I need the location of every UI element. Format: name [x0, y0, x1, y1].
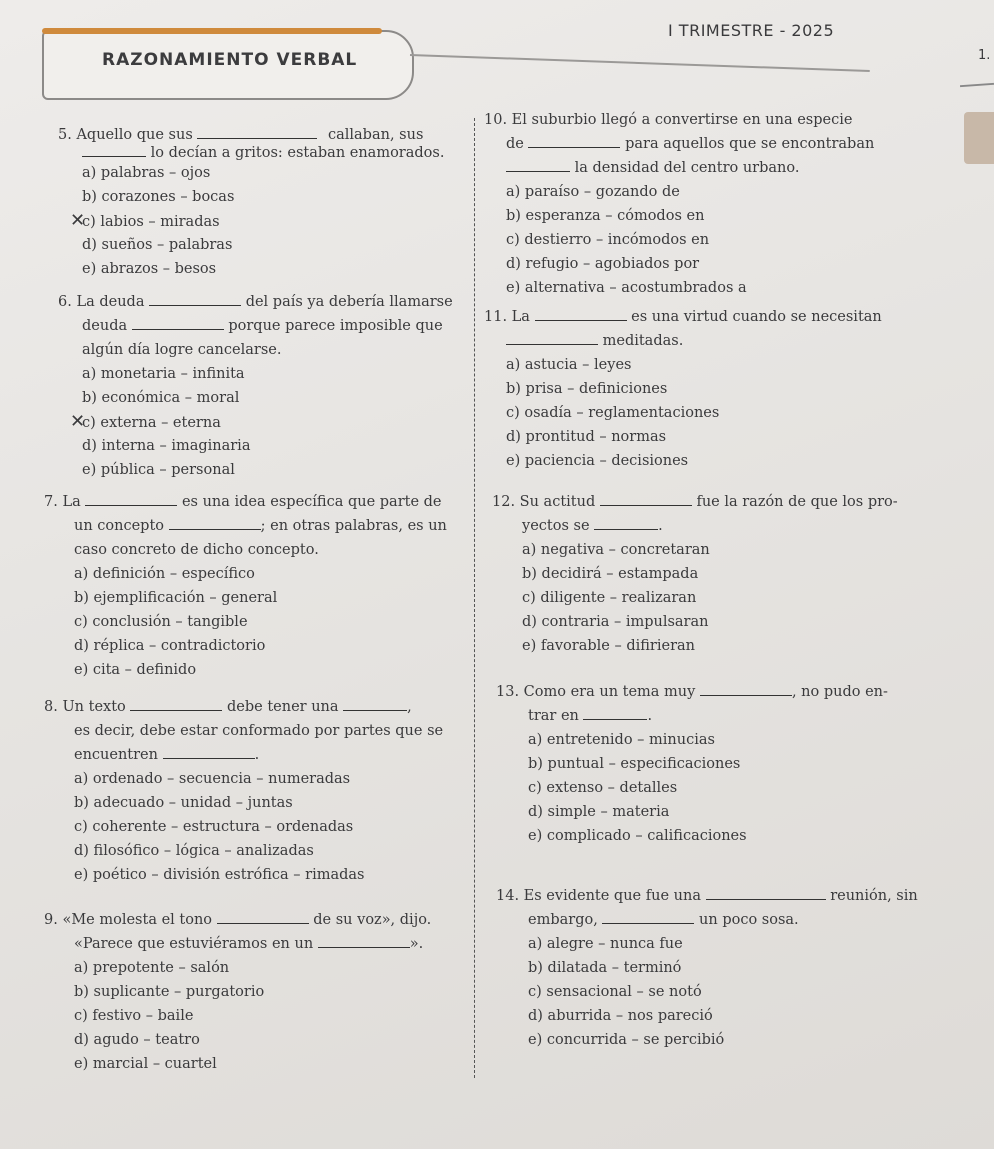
option-a[interactable]: a) ordenado – secuencia – numeradas	[74, 771, 351, 787]
option-e[interactable]: e) cita – definido	[74, 662, 197, 678]
option-d[interactable]: d) contraria – impulsaran	[522, 614, 709, 630]
stem-text: yectos se	[522, 518, 590, 534]
option-b[interactable]: b) suplicante – purgatorio	[74, 984, 265, 1000]
option-c[interactable]: c) sensacional – se notó	[528, 984, 702, 1000]
stem-text: de	[506, 136, 524, 152]
stem-text: algún día logre cancelarse.	[82, 342, 282, 358]
option-e[interactable]: e) pública – personal	[82, 462, 235, 478]
question-stem	[496, 884, 918, 932]
options-list	[492, 538, 898, 658]
option-d[interactable]: d) prontitud – normas	[506, 429, 667, 445]
options-list	[44, 767, 443, 887]
check-mark-icon: ✕	[70, 210, 86, 231]
question-stem	[58, 123, 444, 165]
stem-text: debe tener una	[226, 699, 339, 715]
answer-blank[interactable]	[85, 491, 177, 506]
options-list	[496, 728, 888, 848]
stem-text: La	[511, 309, 530, 325]
option-e[interactable]: e) concurrida – se percibió	[528, 1032, 725, 1048]
stem-text: .	[254, 747, 260, 763]
section-title: RAZONAMIENTO VERBAL	[102, 50, 358, 70]
option-b[interactable]: b) ejemplificación – general	[74, 590, 278, 606]
option-c[interactable]: c) festivo – baile	[74, 1008, 194, 1024]
question-number: 8.	[44, 699, 58, 715]
question-stem	[44, 490, 447, 562]
option-b[interactable]: b) corazones – bocas	[82, 189, 235, 205]
answer-blank[interactable]	[149, 291, 241, 306]
stem-text: trar en	[528, 708, 579, 724]
question-8	[44, 695, 443, 887]
answer-blank[interactable]	[343, 696, 407, 711]
stem-text: Como era un tema muy	[523, 684, 696, 700]
option-a[interactable]: a) palabras – ojos	[82, 165, 211, 181]
stem-text: Un texto	[62, 699, 126, 715]
option-d[interactable]: d) refugio – agobiados por	[506, 256, 700, 272]
options-list	[484, 180, 874, 300]
stem-text: callaban, sus	[328, 127, 424, 143]
answer-blank[interactable]	[528, 133, 620, 148]
option-b[interactable]: b) económica – moral	[82, 390, 240, 406]
stem-text: la densidad del centro urbano.	[574, 160, 800, 176]
stem-text: encuentren	[74, 747, 158, 763]
option-a[interactable]: a) alegre – nunca fue	[528, 936, 683, 952]
answer-blank[interactable]	[535, 306, 627, 321]
stem-text: un concepto	[74, 518, 165, 534]
trimester-label: I TRIMESTRE - 2025	[668, 21, 835, 40]
answer-blank[interactable]	[506, 157, 570, 172]
stem-text: fue la razón de que los pro-	[696, 494, 898, 510]
stem-text: caso concreto de dicho concepto.	[74, 542, 319, 558]
question-13	[496, 680, 888, 848]
question-stem	[44, 695, 443, 767]
check-mark-icon: ✕	[70, 411, 86, 432]
answer-blank[interactable]	[217, 909, 309, 924]
option-d[interactable]: d) réplica – contradictorio	[74, 638, 266, 654]
option-b[interactable]: b) decidirá – estampada	[522, 566, 699, 582]
stem-text: .	[658, 518, 663, 534]
option-a[interactable]: a) astucia – leyes	[506, 357, 632, 373]
stem-text: reunión, sin	[830, 888, 918, 904]
answer-blank[interactable]	[583, 705, 647, 720]
stem-text: del país ya debería llamarse	[245, 294, 453, 310]
stem-text: «Me molesta el tono	[62, 912, 213, 928]
stem-text: porque parece imposible que	[228, 318, 443, 334]
edge-rule	[960, 83, 994, 87]
stem-text: Es evidente que fue una	[523, 888, 701, 904]
stem-text: lo decían a gritos: estaban enamorados.	[150, 145, 445, 161]
question-6	[58, 290, 453, 482]
edge-tab	[964, 112, 994, 164]
option-e[interactable]: e) complicado – calificaciones	[528, 828, 747, 844]
options-list	[44, 956, 431, 1076]
options-list	[58, 362, 453, 482]
option-a[interactable]: a) entretenido – minucias	[528, 732, 715, 748]
option-e[interactable]: e) poético – división estrófica – rimadas	[74, 867, 365, 883]
question-5	[58, 123, 444, 281]
question-number: 6.	[58, 294, 72, 310]
option-d[interactable]: d) agudo – teatro	[74, 1032, 200, 1048]
option-d[interactable]: d) simple – materia	[528, 804, 670, 820]
question-14	[496, 884, 918, 1052]
stem-text: deuda	[82, 318, 128, 334]
option-a[interactable]: a) definición – específico	[74, 566, 255, 582]
option-d[interactable]: d) aburrida – nos pareció	[528, 1008, 713, 1024]
option-c[interactable]: c) diligente – realizaran	[522, 590, 697, 606]
column-divider	[474, 118, 475, 1078]
answer-blank[interactable]	[602, 909, 694, 924]
option-c[interactable]: c) coherente – estructura – ordenadas	[74, 819, 354, 835]
stem-text: es una idea específica que parte de	[181, 494, 442, 510]
option-b[interactable]: b) dilatada – terminó	[528, 960, 682, 976]
answer-blank[interactable]	[163, 744, 255, 759]
question-number: 10.	[484, 112, 508, 128]
answer-blank[interactable]	[197, 124, 317, 139]
option-c[interactable]: c) destierro – incómodos en	[506, 232, 710, 248]
stem-text: es una virtud cuando se necesitan	[631, 309, 882, 325]
option-c[interactable]: ✕c) labios – miradas	[70, 210, 220, 231]
stem-text: Aquello que sus	[76, 127, 193, 143]
stem-text: La deuda	[76, 294, 145, 310]
question-stem	[496, 680, 888, 728]
question-number: 13.	[496, 684, 520, 700]
options-list	[44, 562, 447, 682]
option-d[interactable]: d) filosófico – lógica – analizadas	[74, 843, 314, 859]
options-list	[484, 353, 882, 473]
option-d[interactable]: d) interna – imaginaria	[82, 438, 251, 454]
question-number: 5.	[58, 127, 72, 143]
question-number: 12.	[492, 494, 516, 510]
stem-text: Su actitud	[519, 494, 596, 510]
option-e[interactable]: e) alternativa – acostumbrados a	[506, 280, 747, 296]
stem-text: ,	[407, 699, 412, 715]
question-stem	[492, 490, 898, 538]
option-c[interactable]: c) osadía – reglamentaciones	[506, 405, 720, 421]
answer-blank[interactable]	[594, 515, 658, 530]
option-a[interactable]: a) negativa – concretaran	[522, 542, 710, 558]
option-c[interactable]: ✕c) externa – eterna	[70, 411, 221, 432]
option-b[interactable]: b) puntual – especificaciones	[528, 756, 741, 772]
question-7	[44, 490, 447, 682]
question-number: 9.	[44, 912, 58, 928]
answer-blank[interactable]	[130, 696, 222, 711]
option-a[interactable]: a) paraíso – gozando de	[506, 184, 680, 200]
stem-text: ; en otras palabras, es un	[260, 518, 447, 534]
option-b[interactable]: b) prisa – definiciones	[506, 381, 668, 397]
option-a[interactable]: a) monetaria – infinita	[82, 366, 245, 382]
question-11	[484, 305, 882, 473]
answer-blank[interactable]	[700, 681, 792, 696]
header-rule	[410, 54, 870, 72]
option-e[interactable]: e) marcial – cuartel	[74, 1056, 217, 1072]
answer-blank[interactable]	[706, 885, 826, 900]
question-10	[484, 108, 874, 300]
stem-text: ».	[409, 936, 424, 952]
stem-text: de su voz», dijo.	[313, 912, 432, 928]
stem-text: La	[62, 494, 81, 510]
stem-text: El suburbio llegó a convertirse en una especie	[511, 112, 853, 128]
option-e[interactable]: e) paciencia – decisiones	[506, 453, 689, 469]
stem-text: es decir, debe estar conformado por partes que se	[74, 723, 444, 739]
answer-blank[interactable]	[82, 142, 146, 157]
answer-blank[interactable]	[132, 315, 224, 330]
question-number: 7.	[44, 494, 58, 510]
option-c[interactable]: c) conclusión – tangible	[74, 614, 248, 630]
stem-text: «Parece que estuviéramos en un	[74, 936, 314, 952]
option-a[interactable]: a) prepotente – salón	[74, 960, 230, 976]
answer-blank[interactable]	[506, 330, 598, 345]
option-b[interactable]: b) adecuado – unidad – juntas	[74, 795, 293, 811]
option-e[interactable]: e) abrazos – besos	[82, 261, 217, 277]
stem-text: un poco sosa.	[699, 912, 799, 928]
option-c[interactable]: c) extenso – detalles	[528, 780, 678, 796]
option-b[interactable]: b) esperanza – cómodos en	[506, 208, 705, 224]
question-12	[492, 490, 898, 658]
question-number: 14.	[496, 888, 520, 904]
answer-blank[interactable]	[600, 491, 692, 506]
option-d[interactable]: d) sueños – palabras	[82, 237, 233, 253]
option-e[interactable]: e) favorable – difirieran	[522, 638, 695, 654]
stem-text: , no pudo en-	[791, 684, 888, 700]
question-stem	[44, 908, 431, 956]
question-stem	[58, 290, 453, 362]
options-list	[496, 932, 918, 1052]
stem-text: .	[647, 708, 653, 724]
stem-text: meditadas.	[602, 333, 684, 349]
answer-blank[interactable]	[169, 515, 261, 530]
stem-text: embargo,	[528, 912, 598, 928]
question-9	[44, 908, 431, 1076]
options-list	[58, 161, 444, 281]
page-number: 1.	[978, 48, 991, 63]
answer-blank[interactable]	[318, 933, 410, 948]
question-stem	[484, 305, 882, 353]
question-stem	[484, 108, 874, 180]
question-number: 11.	[484, 309, 508, 325]
stem-text: para aquellos que se encontraban	[625, 136, 875, 152]
